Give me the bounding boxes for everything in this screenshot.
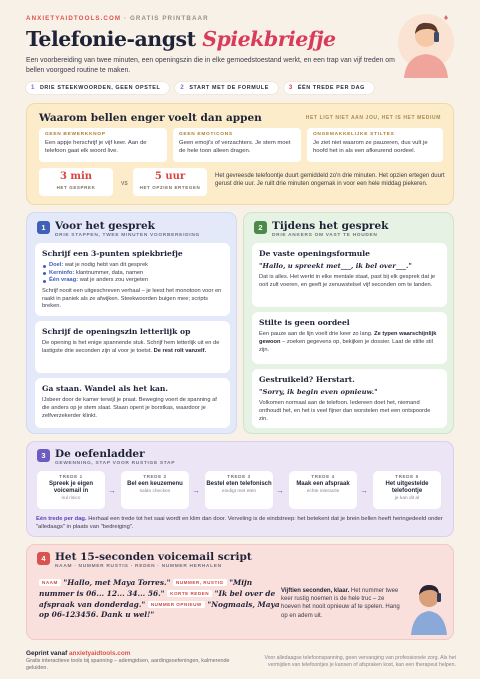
footer-source: Geprint vanaf anxietyaidtools.com xyxy=(26,650,131,657)
section-number: 1 xyxy=(37,221,50,234)
key-points xyxy=(26,82,374,94)
page-title: Telefonie-angst Spiekbriefje xyxy=(26,27,336,51)
pill-1: 1 DRIE STEEKWOORDEN, GEEN OPSTEL xyxy=(26,82,169,94)
vs-label: VS xyxy=(121,181,128,187)
section-number: 3 xyxy=(37,449,50,462)
ladder-step-4: TREDE 4 Maak een afspraak echte interactie xyxy=(289,471,357,509)
why-heading: Waarom bellen enger voelt dan appen xyxy=(39,112,262,124)
list-item: Één vraag: wat je anders zou vergeten xyxy=(42,277,223,285)
section-number: 4 xyxy=(37,552,50,565)
tip-stand-up: Ga staan. Wandel als het kan. IJsbeer door de kamer terwijl je praat. Beweging voert de spanning af die anders op je stem slaat. Staan opent je borstkas, waardoor je zelfverzekerder klinkt. xyxy=(35,378,230,428)
voicemail-tip: Vijftien seconden, klaar. Het nummer twee keer rustig noemen is de hele truc – ze hoeven het nooit opnieuw af te spelen. Hang op en adem uit. xyxy=(281,588,400,619)
tip-silence: Stilte is geen oordeel Een pauze aan de lijn voelt drie keer zo lang. Ze typen waarschijnlijk gewoon – zoeken gegevens op, bekijken je dossier. Laat de stilte stil zijn. xyxy=(252,312,447,364)
arrow-right-icon: → xyxy=(360,486,368,495)
section-sub: GEWENNING, STAP VOOR RUSTIGE STAP xyxy=(55,461,176,466)
section-heading: Tijdens het gesprek xyxy=(272,220,389,232)
brand-line: ANXIETYAIDTOOLS.COM · GRATIS PRINTBAAR xyxy=(26,15,209,22)
arrow-right-icon: → xyxy=(192,486,200,495)
section-heading: Het 15-seconden voicemail script xyxy=(55,551,252,563)
ladder-step-5: TREDE 5 Het uitgestelde telefoontje je kan dit al xyxy=(373,471,441,509)
voicemail-script: NAAM "Hallo, met Maya Torres." NUMMER, RUSTIG "Mijn nummer is 06... 12... 34... 56." KORTE REDEN "Ik bel over de afspraak van donderdag." NUMMER OPNIEUW "Nogmaals, Maya op 06-123456. Dank u wel!" xyxy=(39,578,280,620)
section-sub: DRIE STAPPEN, TWEE MINUTEN VOORBEREIDING xyxy=(55,233,200,238)
list-item: Doel: wat je nodig hebt van dit gesprek xyxy=(42,262,223,270)
voicemail-section xyxy=(26,544,454,640)
tip-restart: Gestruikeld? Herstart. "Sorry, ik begin even opnieuw." Volkomen normaal aan de telefoon. Iedereen doet het, niemand onthoudt het, en het is veel fijner dan worstelen met een ontspoorde zin. xyxy=(252,369,447,428)
section-heading: De oefenladder xyxy=(55,448,145,460)
section-number: 2 xyxy=(254,221,267,234)
person-phone-illustration xyxy=(396,8,456,78)
tip-opening-line: Schrijf de openingszin letterlijk op De opening is het enige spannende stuk. Schrijf hem letterlijk uit en de lastigste drie seconden zijn al voor je toetst. De rest rolt vanzelf. xyxy=(35,321,230,373)
why-aside: HET LIGT NIET AAN JOU, HET IS HET MEDIUM xyxy=(305,115,441,121)
ladder-note: Eén trede per dag. Herhaal een trede tot het saai wordt en klim dan door. Verveling is de eindstreep: het betekent dat je brein bellen heeft heringedeeld onder "alledaags" in plaats van "bedreiging". xyxy=(36,516,443,530)
person-calling-illustration xyxy=(407,573,451,635)
site-link[interactable]: anxietyaidtools.com xyxy=(68,650,131,657)
section-sub: DRIE ANKERS OM VAST TE HOUDEN xyxy=(272,233,378,238)
stat-call-duration: 3 min HET GESPREK xyxy=(39,168,113,196)
footer-description: Gratis interactieve tools bij spanning – ademgidsen, aardingsoefeningen, kalmerende geluiden. xyxy=(26,658,230,671)
arrow-right-icon: → xyxy=(276,486,284,495)
during-call-section xyxy=(243,212,454,434)
arrow-right-icon: → xyxy=(108,486,116,495)
before-call-section xyxy=(26,212,237,434)
reason-card-edit: GEEN BEWERKKNOP Een appje herschrijf je vijf keer. Aan de telefoon gaat elk woord live. xyxy=(39,128,167,162)
pill-2: 2 START MET DE FORMULE xyxy=(175,82,278,94)
stat-dread-duration: 5 uur HET OPZIEN ERTEGEN xyxy=(133,168,207,196)
ladder-step-3: TREDE 3 Bestel eten telefonisch eindigt met eten xyxy=(205,471,273,509)
list-item: Kerninfo: klantnummer, data, namen xyxy=(42,270,223,278)
reason-card-silence: ONGEMAKKELIJKE STILTES Je ziet niet waarom ze pauzeren, dus vult je hoofd het in als een afkeurend oordeel. xyxy=(307,128,443,162)
footer-disclaimer: Voor alledaagse telefoonspanning, geen vervanging van professionele zorg. Als het vermijden van telefoontjes je kansen of afspraken kost, kan een therapeut helpen. xyxy=(264,655,456,668)
why-section xyxy=(26,103,454,205)
practice-ladder-section xyxy=(26,441,454,537)
ladder-step-2: TREDE 2 Bel een keuzemenu saldo checken xyxy=(121,471,189,509)
tip-formula: De vaste openingsformule "Hallo, u spreekt met___, ik bel over___." Dat is alles. Het werkt in elke mentale staat, past bij elk gesprek dat je ooit zult voeren, en geeft je zenuwstelsel vijf seconden om te landen. xyxy=(252,243,447,307)
page-subtitle: Een voorbereiding van twee minuten, een openingszin die in elke gemoedstoestand werkt, en een trap van vijf treden om bellen voorgoed routine te maken. xyxy=(26,57,395,74)
tip-cheatsheet: Schrijf een 3-punten spiekbriefje Doel: wat je nodig hebt van dit gesprek Kerninfo: klantnummer, data, namen Één vraag: wat je anders zou vergeten Schrijf nooit een uitgeschreven verhaal – je leest het monotoon voor en raakt in paniek als ze afwijken. Steekwoorden buigen mee; scripts breken. xyxy=(35,243,230,316)
section-sub: NAAM · NUMMER RUSTIG · REDEN · NUMMER HERHALEN xyxy=(55,564,222,569)
why-note: Het gevreesde telefoontje duurt gemiddeld zo'n drie minuten. Het opzien ertegen duurt gerust drie uur. Je ruilt drie minuten ongemak in voor een hele middag piekeren. xyxy=(215,173,445,188)
section-heading: Voor het gesprek xyxy=(55,220,155,232)
reason-card-emoticons: GEEN EMOTICONS Geen emoji's of verzachters. Je stem moet de hele toon alleen dragen. xyxy=(173,128,301,162)
pill-3: 3 ÉÉN TREDE PER DAG xyxy=(284,82,374,94)
ladder-step-1: TREDE 1 Spreek je eigen voicemail in nul risico xyxy=(37,471,105,509)
